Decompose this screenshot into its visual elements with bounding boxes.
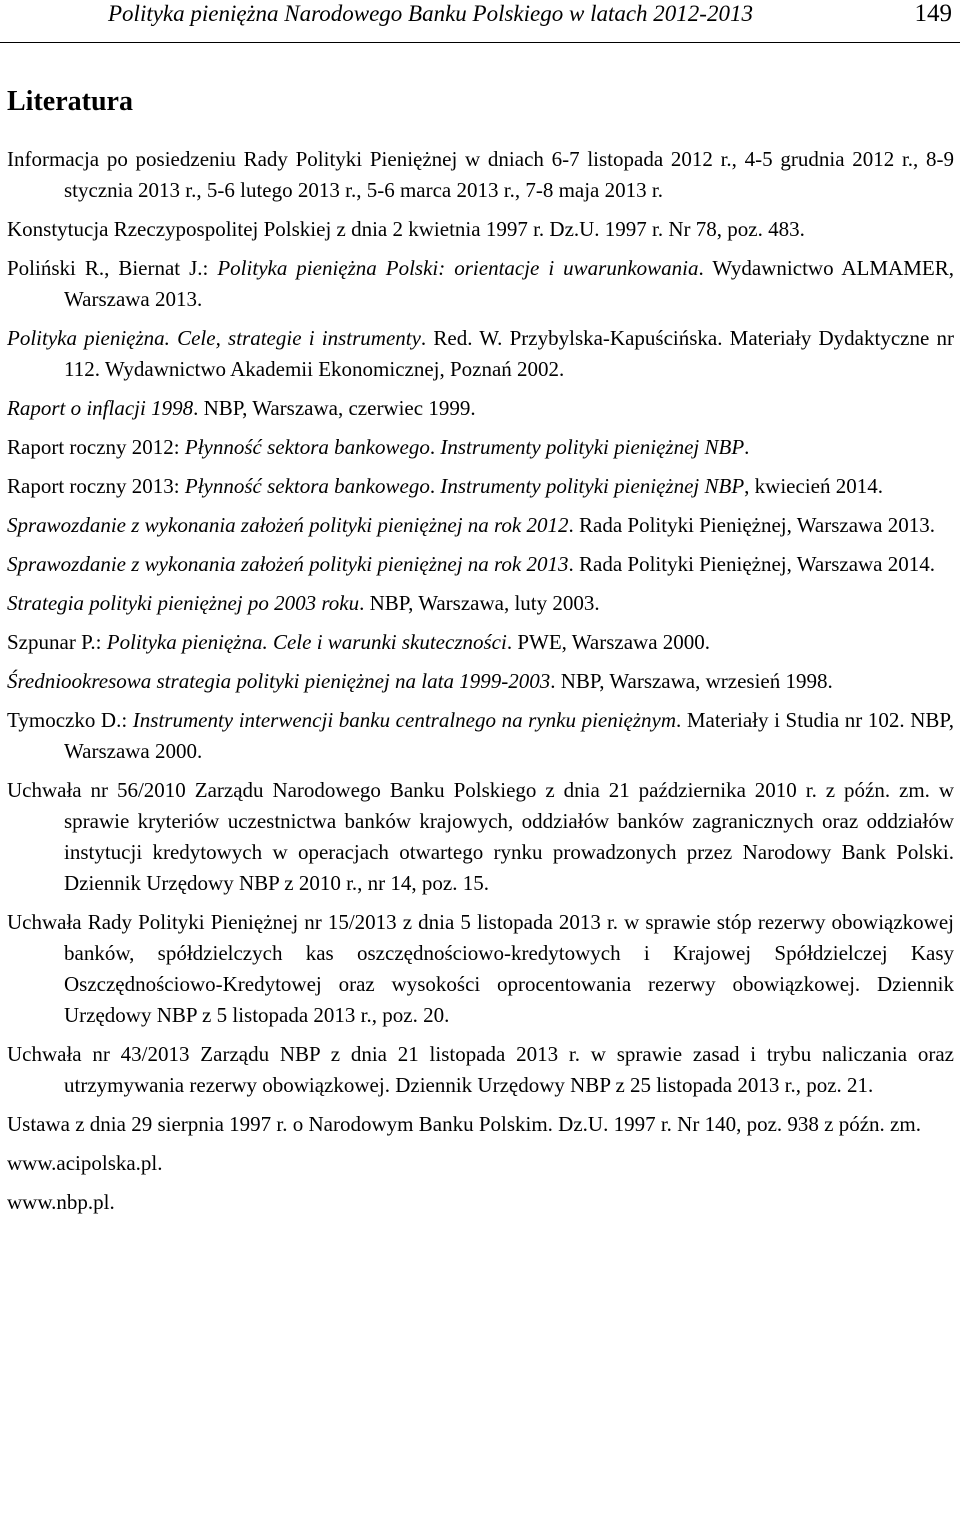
- bibliography-entry: [7, 666, 954, 697]
- bibliography-entry: [7, 907, 954, 1031]
- entry-publication: , kwiecień 2014.: [744, 474, 883, 498]
- entry-text: Uchwała Rady Polityki Pieniężnej nr 15/2013 z dnia 5 listopada 2013 r. w sprawie stóp rezerwy obowiązkowej banków, spółdzielczych kas oszczędnościowo-kredytowych i Krajowej Spółdzielczej Kasy Oszczędnościowo-Kredytowej oraz wysokości oprocentowania rezerwy obowiązkowej. Dziennik Urzędowy NBP z 5 listopada 2013 r., poz. 20.: [7, 910, 954, 1027]
- entry-publication: . NBP, Warszawa, czerwiec 1999.: [193, 396, 476, 420]
- entry-title: Płynność sektora bankowego: [184, 435, 430, 459]
- entry-title: Instrumenty polityki pieniężnej NBP: [440, 435, 745, 459]
- entry-title: Sprawozdanie z wykonania założeń polityki pieniężnej na rok 2013: [7, 552, 569, 576]
- entry-publication: . Rada Polityki Pieniężnej, Warszawa 2014.: [568, 552, 936, 576]
- bibliography-entry: [7, 705, 954, 767]
- entry-title: Instrumenty polityki pieniężnej NBP: [440, 474, 745, 498]
- page-number: 149: [914, 0, 952, 27]
- running-title: Polityka pieniężna Narodowego Banku Polskiego w latach 2012-2013: [108, 1, 753, 26]
- bibliography-entry: [7, 510, 954, 541]
- entry-text: Informacja po posiedzeniu Rady Polityki Pieniężnej w dniach 6-7 listopada 2012 r., 4-5 grudnia 2012 r., 8-9 stycznia 2013 r., 5-6 lutego 2013 r., 5-6 marca 2013 r., 7-8 maja 2013 r.: [7, 147, 954, 202]
- bibliography-entry: [7, 144, 954, 206]
- bibliography-entry: [7, 549, 954, 580]
- entry-author: Poliński R., Biernat J.:: [7, 256, 218, 280]
- entry-separator: .: [429, 435, 441, 459]
- entry-title: Raport o inflacji 1998: [7, 396, 194, 420]
- bibliography-entry: [7, 471, 954, 502]
- entry-author: Tymoczko D.:: [7, 708, 133, 732]
- entry-publication: . NBP, Warszawa, wrzesień 1998.: [550, 669, 833, 693]
- entry-title: Strategia polityki pieniężnej po 2003 roku: [7, 591, 360, 615]
- entry-title: Polityka pieniężna. Cele, strategie i instrumenty: [7, 326, 421, 350]
- bibliography-entry: [7, 1039, 954, 1101]
- bibliography-entry: [7, 323, 954, 385]
- bibliography-entry: [7, 393, 954, 424]
- entry-text: Raport roczny 2013:: [7, 474, 185, 498]
- entry-publication: . Wydawnictwo ALMAMER, Warszawa 2013.: [64, 256, 954, 311]
- section-heading: Literatura: [7, 86, 133, 117]
- entry-text: Raport roczny 2012:: [7, 435, 185, 459]
- entry-title: Polityka pieniężna. Cele i warunki skuteczności: [106, 630, 507, 654]
- entry-text: Ustawa z dnia 29 sierpnia 1997 r. o Narodowym Banku Polskim. Dz.U. 1997 r. Nr 140, poz. 938 z późn. zm.: [7, 1112, 921, 1136]
- bibliography-entry: [7, 253, 954, 315]
- acipolska-link[interactable]: www.acipolska.pl.: [7, 1151, 163, 1175]
- bibliography-entry: [7, 627, 954, 658]
- running-header: [0, 0, 960, 43]
- bibliography-entry: [7, 432, 954, 463]
- entry-separator: .: [429, 474, 441, 498]
- bibliography-entry: [7, 775, 954, 899]
- entry-title: Instrumenty interwencji banku centralnego na rynku pieniężnym: [132, 708, 677, 732]
- entry-text: Konstytucja Rzeczypospolitej Polskiej z dnia 2 kwietnia 1997 r. Dz.U. 1997 r. Nr 78, poz. 483.: [7, 217, 805, 241]
- bibliography-entry: [7, 588, 954, 619]
- entry-publication: . Rada Polityki Pieniężnej, Warszawa 2013.: [568, 513, 936, 537]
- entry-text: Uchwała nr 56/2010 Zarządu Narodowego Banku Polskiego z dnia 21 października 2010 r. z późn. zm. w sprawie kryteriów uczestnictwa banków krajowych, oddziałów banków zagranicznych oraz oddziałów instytucji kredytowych w operacjach otwartego rynku prowadzonych przez Narodowy Bank Polski. Dziennik Urzędowy NBP z 2010 r., nr 14, poz. 15.: [7, 778, 954, 895]
- entry-text: Uchwała nr 43/2013 Zarządu NBP z dnia 21 listopada 2013 r. w sprawie zasad i trybu naliczania oraz utrzymywania rezerwy obowiązkowej. Dziennik Urzędowy NBP z 25 listopada 2013 r., poz. 21.: [7, 1042, 954, 1097]
- entry-publication: . Materiały i Studia nr 102. NBP, Warszawa 2000.: [64, 708, 955, 763]
- entry-author: Szpunar P.:: [7, 630, 107, 654]
- entry-title: Płynność sektora bankowego: [184, 474, 430, 498]
- entry-title: Polityka pieniężna Polski: orientacje i uwarunkowania: [217, 256, 699, 280]
- entry-title: Sprawozdanie z wykonania założeń polityki pieniężnej na rok 2012: [7, 513, 569, 537]
- bibliography-entry: [7, 214, 954, 245]
- entry-title: Średniookresowa strategia polityki pieniężnej na lata 1999-2003: [7, 669, 551, 693]
- bibliography-entry: [7, 1187, 954, 1218]
- nbp-link[interactable]: www.nbp.pl.: [7, 1190, 115, 1214]
- bibliography-entry: [7, 1148, 954, 1179]
- bibliography-entry: [7, 1109, 954, 1140]
- entry-publication: . NBP, Warszawa, luty 2003.: [359, 591, 600, 615]
- entry-publication: . PWE, Warszawa 2000.: [506, 630, 711, 654]
- entry-publication: .: [744, 435, 750, 459]
- entry-publication: . Red. W. Przybylska-Kapuścińska. Materiały Dydaktyczne nr 112. Wydawnictwo Akademii Ekonomicznej, Poznań 2002.: [64, 326, 954, 381]
- bibliography-list: [7, 144, 954, 1218]
